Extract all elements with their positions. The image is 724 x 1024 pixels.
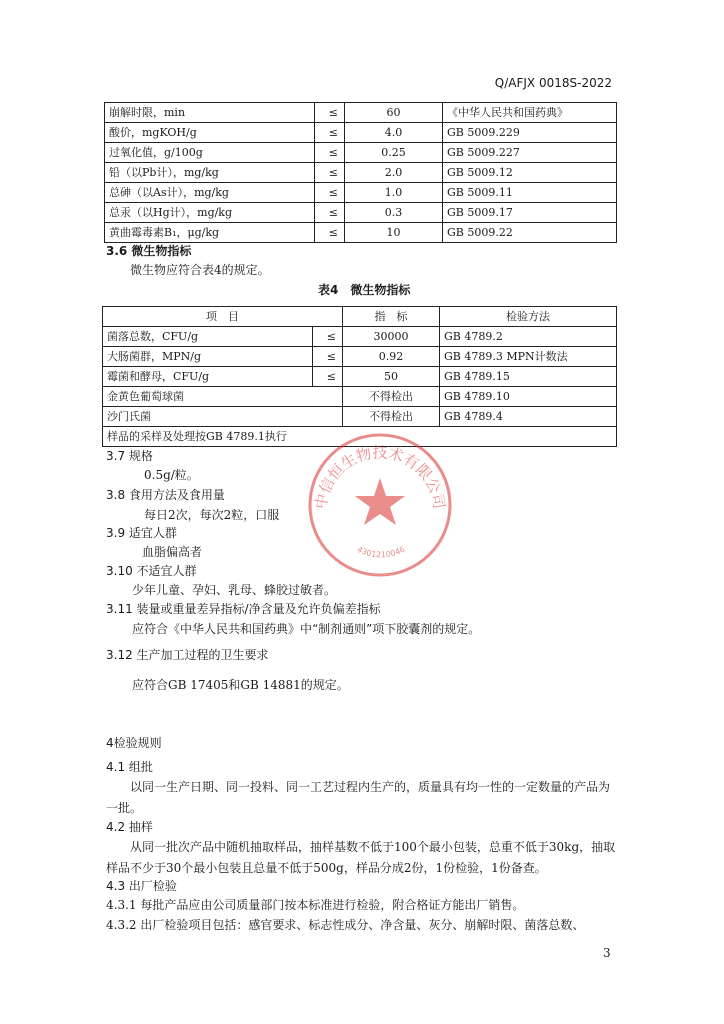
method-cell: GB 5009.12 <box>443 163 617 183</box>
table-row <box>105 103 617 123</box>
table-row <box>103 327 617 347</box>
table-row <box>103 387 617 407</box>
section-4-3-2-text: 4.3.2 出厂检验项目包括：感官要求、标志性成分、净含量、灰分、崩解时限、菌落总数、 <box>106 918 585 932</box>
item-cell: 铅（以Pb计），mg/kg <box>105 163 315 183</box>
value-cell: 1.0 <box>345 183 443 203</box>
item-cell: 大肠菌群，MPN/g <box>103 347 313 367</box>
section-3-7-heading: 3.7 规格 <box>106 449 153 463</box>
op-cell: ≤ <box>315 203 345 223</box>
value-cell: 4.0 <box>345 123 443 143</box>
table-footer: 样品的采样及处理按GB 4789.1执行 <box>103 427 617 447</box>
table-row <box>103 367 617 387</box>
item-cell: 黄曲霉毒素B₁，μg/kg <box>105 223 315 243</box>
page-number: 3 <box>603 946 611 960</box>
value-cell: 0.3 <box>345 203 443 223</box>
method-cell: GB 5009.11 <box>443 183 617 203</box>
method-cell: GB 5009.22 <box>443 223 617 243</box>
op-cell: ≤ <box>315 103 345 123</box>
table-row <box>105 203 617 223</box>
method-cell: GB 4789.10 <box>440 387 617 407</box>
header-item: 项 目 <box>103 307 343 327</box>
table-row <box>105 163 617 183</box>
header-value: 指 标 <box>343 307 440 327</box>
method-cell: GB 5009.17 <box>443 203 617 223</box>
table-row <box>105 143 617 163</box>
item-cell: 酸价，mgKOH/g <box>105 123 315 143</box>
section-3-9-text: 血脂偏高者 <box>142 545 203 559</box>
value-cell: 30000 <box>343 327 440 347</box>
table-row <box>103 347 617 367</box>
section-4-2-text: 从同一批次产品中随机抽取样品，抽样基数不低于100个最小包装，总重不低于30kg，抽取样品不少于30个最小包装且总量不低于500g，样品分成2份，1份检验，1份备查。 <box>106 840 616 875</box>
value-cell: 不得检出 <box>343 407 440 427</box>
company-seal <box>305 430 455 580</box>
op-cell: ≤ <box>313 347 343 367</box>
item-cell: 金黄色葡萄球菌 <box>103 387 343 407</box>
item-cell: 总砷（以As计），mg/kg <box>105 183 315 203</box>
value-cell: 2.0 <box>345 163 443 183</box>
op-cell: ≤ <box>313 367 343 387</box>
section-3-7-text: 0.5g/粒。 <box>144 468 199 482</box>
op-cell: ≤ <box>315 163 345 183</box>
section-3-8-heading: 3.8 食用方法及食用量 <box>106 488 225 502</box>
table-microbial <box>102 306 617 447</box>
method-cell: 《中华人民共和国药典》 <box>443 103 617 123</box>
table-row <box>103 407 617 427</box>
item-cell: 菌落总数，CFU/g <box>103 327 313 347</box>
section-3-12-heading: 3.12 生产加工过程的卫生要求 <box>106 648 269 662</box>
section-4-1-text: 以同一生产日期、同一投料、同一工艺过程内生产的，质量具有均一性的一定数量的产品为一批。 <box>106 780 611 815</box>
section-4-2-heading: 4.2 抽样 <box>106 820 153 834</box>
star-icon <box>355 478 405 525</box>
section-3-11-text: 应符合《中华人民共和国药典》中“制剂通则”项下胶囊剂的规定。 <box>132 622 481 636</box>
section-3-10-text: 少年儿童、孕妇、乳母、蜂胶过敏者。 <box>132 583 337 597</box>
table-row <box>105 183 617 203</box>
section-3-6-heading: 3.6 微生物指标 <box>106 244 192 258</box>
section-3-8-text: 每日2次，每次2粒，口服 <box>144 508 280 522</box>
value-cell: 0.25 <box>345 143 443 163</box>
item-cell: 过氧化值，g/100g <box>105 143 315 163</box>
section-4-3-1-text: 4.3.1 每批产品应由公司质量部门按本标准进行检验，附合格证方能出厂销售。 <box>106 898 525 912</box>
section-4-3-heading: 4.3 出厂检验 <box>106 879 177 893</box>
section-4-1-heading: 4.1 组批 <box>106 760 153 774</box>
method-cell: GB 4789.2 <box>440 327 617 347</box>
table4-caption: 表4 微生物指标 <box>318 283 411 297</box>
section-4-heading: 4检验规则 <box>106 736 162 750</box>
value-cell: 0.92 <box>343 347 440 367</box>
section-3-12-text: 应符合GB 17405和GB 14881的规定。 <box>132 678 349 692</box>
table-physicochemical <box>104 102 617 243</box>
seal-code: 4301210046 <box>355 544 407 560</box>
method-cell: GB 4789.15 <box>440 367 617 387</box>
section-3-11-heading: 3.11 装量或重量差异指标/净含量及允许负偏差指标 <box>106 602 381 616</box>
value-cell: 60 <box>345 103 443 123</box>
document-id: Q/AFJX 0018S-2022 <box>494 76 612 90</box>
op-cell: ≤ <box>315 123 345 143</box>
section-3-10-heading: 3.10 不适宜人群 <box>106 564 197 578</box>
table-row <box>105 123 617 143</box>
method-cell: GB 4789.3 MPN计数法 <box>440 347 617 367</box>
op-cell: ≤ <box>315 223 345 243</box>
seal-text: 中信恒生物技术有限公司 <box>311 443 449 511</box>
value-cell: 10 <box>345 223 443 243</box>
value-cell: 50 <box>343 367 440 387</box>
section-3-9-heading: 3.9 适宜人群 <box>106 526 177 540</box>
value-cell: 不得检出 <box>343 387 440 407</box>
item-cell: 总汞（以Hg计），mg/kg <box>105 203 315 223</box>
op-cell: ≤ <box>315 183 345 203</box>
item-cell: 崩解时限，min <box>105 103 315 123</box>
section-3-6-text: 微生物应符合表4的规定。 <box>130 263 270 277</box>
method-cell: GB 4789.4 <box>440 407 617 427</box>
op-cell: ≤ <box>315 143 345 163</box>
header-method: 检验方法 <box>440 307 617 327</box>
table-header-row <box>103 307 617 327</box>
op-cell: ≤ <box>313 327 343 347</box>
item-cell: 沙门氏菌 <box>103 407 343 427</box>
method-cell: GB 5009.227 <box>443 143 617 163</box>
method-cell: GB 5009.229 <box>443 123 617 143</box>
table-row <box>105 223 617 243</box>
item-cell: 霉菌和酵母，CFU/g <box>103 367 313 387</box>
